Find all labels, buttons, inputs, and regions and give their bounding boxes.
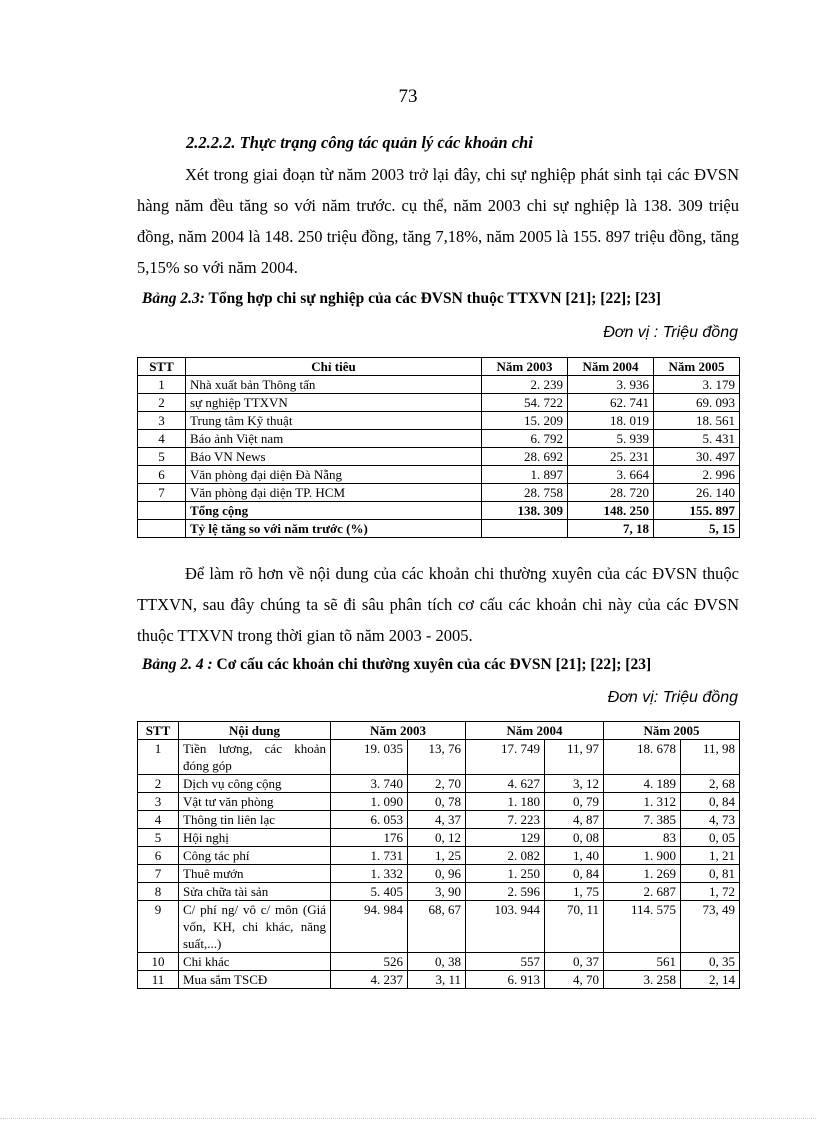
table2-content-cell: Công tác phí <box>179 847 331 865</box>
table2-row <box>138 883 740 901</box>
table1-label-cell: Báo VN News <box>186 448 482 466</box>
table1-row <box>138 394 740 412</box>
table1-value-cell: 3. 664 <box>568 466 654 484</box>
table2-percent-cell: 0, 12 <box>408 829 466 847</box>
table2-unit: Đơn vị: Triệu đồng <box>607 689 738 706</box>
table1 <box>137 357 740 538</box>
table2-amount-cell: 94. 984 <box>331 901 408 953</box>
table2-amount-cell: 1. 180 <box>466 793 545 811</box>
table2-amount-cell: 557 <box>466 953 545 971</box>
table1-label-cell: Văn phòng đại diện Đà Nẵng <box>186 466 482 484</box>
table2-percent-cell: 1, 40 <box>545 847 604 865</box>
table2-content-cell: Tiền lương, các khoản đóng góp <box>179 740 331 775</box>
table2-percent-cell: 1, 72 <box>681 883 740 901</box>
table1-label-cell: Báo ảnh Việt nam <box>186 430 482 448</box>
table1-header: STT <box>138 358 186 376</box>
table2-stt-cell: 7 <box>138 865 179 883</box>
table2-row <box>138 971 740 989</box>
table1-value-cell: 28. 758 <box>482 484 568 502</box>
table2-row <box>138 865 740 883</box>
table1-value-cell: 15. 209 <box>482 412 568 430</box>
table1-value-cell: 5. 939 <box>568 430 654 448</box>
table2-stt-cell: 5 <box>138 829 179 847</box>
table2-row <box>138 793 740 811</box>
table1-caption-label: Bảng 2.3: <box>142 290 205 307</box>
table2-amount-cell: 1. 269 <box>604 865 681 883</box>
table2-stt-cell: 11 <box>138 971 179 989</box>
page-bottom-divider <box>0 1118 816 1119</box>
table1-value-cell: 69. 093 <box>654 394 740 412</box>
table2-percent-cell: 4, 73 <box>681 811 740 829</box>
table2-percent-cell: 0, 96 <box>408 865 466 883</box>
table2-amount-cell: 129 <box>466 829 545 847</box>
table1-value-cell: 28. 720 <box>568 484 654 502</box>
table2-row <box>138 811 740 829</box>
table1-body <box>138 376 740 538</box>
table2-header: Năm 2004 <box>466 722 604 740</box>
table2-content-cell: Sửa chữa tài sản <box>179 883 331 901</box>
table2-amount-cell: 18. 678 <box>604 740 681 775</box>
table2-header: STT <box>138 722 179 740</box>
table2-amount-cell: 561 <box>604 953 681 971</box>
table2-percent-cell: 2, 14 <box>681 971 740 989</box>
table2-amount-cell: 2. 596 <box>466 883 545 901</box>
table2-caption-text: Cơ cấu các khoản chi thường xuyên của các ĐVSN [21]; [22]; [23] <box>216 656 652 673</box>
table1-stt-cell: 1 <box>138 376 186 394</box>
table2-amount-cell: 176 <box>331 829 408 847</box>
table2-row <box>138 953 740 971</box>
table2-percent-cell: 0, 08 <box>545 829 604 847</box>
table2-percent-cell: 4, 87 <box>545 811 604 829</box>
table2-amount-cell: 4. 189 <box>604 775 681 793</box>
table1-header: Chỉ tiêu <box>186 358 482 376</box>
table2-amount-cell: 526 <box>331 953 408 971</box>
table2-amount-cell: 103. 944 <box>466 901 545 953</box>
table2-percent-cell: 11, 97 <box>545 740 604 775</box>
table1-header: Năm 2005 <box>654 358 740 376</box>
table2-stt-cell: 8 <box>138 883 179 901</box>
table1-value-cell: 26. 140 <box>654 484 740 502</box>
table1-value-cell: 18. 019 <box>568 412 654 430</box>
table2-percent-cell: 0, 78 <box>408 793 466 811</box>
table1-unit: Đơn vị : Triệu đồng <box>603 324 738 341</box>
table2-percent-cell: 0, 37 <box>545 953 604 971</box>
page-number: 73 <box>398 86 418 107</box>
table2-header-row <box>138 722 740 740</box>
table2-percent-cell: 0, 81 <box>681 865 740 883</box>
table1-value-cell: 54. 722 <box>482 394 568 412</box>
table2-content-cell: Mua sắm TSCĐ <box>179 971 331 989</box>
table2-percent-cell: 4, 70 <box>545 971 604 989</box>
table2-amount-cell: 1. 090 <box>331 793 408 811</box>
table2-body <box>138 740 740 989</box>
table2-percent-cell: 11, 98 <box>681 740 740 775</box>
table1-row <box>138 502 740 520</box>
table1-label-cell: sự nghiệp TTXVN <box>186 394 482 412</box>
table2-percent-cell: 4, 37 <box>408 811 466 829</box>
table2-header: Năm 2003 <box>331 722 466 740</box>
table2-stt-cell: 10 <box>138 953 179 971</box>
table2-amount-cell: 6. 053 <box>331 811 408 829</box>
table2-amount-cell: 3. 258 <box>604 971 681 989</box>
table2-percent-cell: 1, 75 <box>545 883 604 901</box>
table2-percent-cell: 0, 35 <box>681 953 740 971</box>
table2-caption-label: Bảng 2. 4 : <box>142 656 213 673</box>
table2-amount-cell: 2. 082 <box>466 847 545 865</box>
table2-stt-cell: 3 <box>138 793 179 811</box>
table1-value-cell: 148. 250 <box>568 502 654 520</box>
table2-amount-cell: 3. 740 <box>331 775 408 793</box>
table2-percent-cell: 3, 12 <box>545 775 604 793</box>
table2-stt-cell: 1 <box>138 740 179 775</box>
table1-value-cell: 18. 561 <box>654 412 740 430</box>
table2-stt-cell: 9 <box>138 901 179 953</box>
table2-percent-cell: 0, 84 <box>545 865 604 883</box>
table1-value-cell: 138. 309 <box>482 502 568 520</box>
table1-label-cell: Tỷ lệ tăng so với năm trước (%) <box>186 520 482 538</box>
table2-row <box>138 847 740 865</box>
table2-amount-cell: 4. 627 <box>466 775 545 793</box>
table1-value-cell: 30. 497 <box>654 448 740 466</box>
table2-content-cell: Thuê mướn <box>179 865 331 883</box>
table2-row <box>138 740 740 775</box>
section-heading: 2.2.2.2. Thực trạng công tác quản lý các khoản chi <box>186 133 533 152</box>
table2-caption <box>142 656 651 674</box>
table2-percent-cell: 2, 70 <box>408 775 466 793</box>
table2-header: Năm 2005 <box>604 722 740 740</box>
table1-row <box>138 412 740 430</box>
table1-value-cell: 1. 897 <box>482 466 568 484</box>
table2-row <box>138 829 740 847</box>
table2-content-cell: Chi khác <box>179 953 331 971</box>
table1-value-cell <box>482 520 568 538</box>
table2-content-cell: C/ phí ng/ vô c/ môn (Giá vốn, KH, chi khác, năng suất,...) <box>179 901 331 953</box>
table2-row <box>138 901 740 953</box>
table1-row <box>138 520 740 538</box>
table1-value-cell: 5, 15 <box>654 520 740 538</box>
table1-value-cell: 3. 179 <box>654 376 740 394</box>
table1-stt-cell: 7 <box>138 484 186 502</box>
table1-value-cell: 2. 239 <box>482 376 568 394</box>
table1-value-cell: 5. 431 <box>654 430 740 448</box>
table2-row <box>138 775 740 793</box>
table2-percent-cell: 73, 49 <box>681 901 740 953</box>
table1-header: Năm 2003 <box>482 358 568 376</box>
table2-amount-cell: 7. 223 <box>466 811 545 829</box>
paragraph-2: Để làm rõ hơn về nội dung của các khoản chi thường xuyên của các ĐVSN thuộc TTXVN, sau đây chúng ta sẽ đi sâu phân tích cơ cấu các khoản chi này của các ĐVSN thuộc TTXVN trong thời gian tõ năm 2003 - 2005. <box>137 564 739 645</box>
table2 <box>137 721 740 989</box>
table1-value-cell: 6. 792 <box>482 430 568 448</box>
table2-amount-cell: 1. 731 <box>331 847 408 865</box>
table2-amount-cell: 1. 332 <box>331 865 408 883</box>
table1-row <box>138 484 740 502</box>
table1-value-cell: 28. 692 <box>482 448 568 466</box>
table2-amount-cell: 19. 035 <box>331 740 408 775</box>
table2-percent-cell: 0, 79 <box>545 793 604 811</box>
table2-percent-cell: 1, 25 <box>408 847 466 865</box>
paragraph-1: Xét trong giai đoạn từ năm 2003 trở lại đây, chi sự nghiệp phát sinh tại các ĐVSN hàng năm đều tăng so với năm trước. cụ thể, năm 2003 chi sự nghiệp là 138. 309 triệu đồng, năm 2004 là 148. 250 triệu đồng, tăng 7,18%, năm 2005 là 155. 897 triệu đồng, tăng 5,15% so với năm 2004. <box>137 165 739 277</box>
table1-label-cell: Tổng cộng <box>186 502 482 520</box>
table1-value-cell: 155. 897 <box>654 502 740 520</box>
table2-amount-cell: 6. 913 <box>466 971 545 989</box>
table1-stt-cell: 4 <box>138 430 186 448</box>
table1-stt-cell: 5 <box>138 448 186 466</box>
table1-stt-cell: 2 <box>138 394 186 412</box>
table1-row <box>138 376 740 394</box>
table2-percent-cell: 0, 84 <box>681 793 740 811</box>
table1-value-cell: 7, 18 <box>568 520 654 538</box>
table2-amount-cell: 4. 237 <box>331 971 408 989</box>
table1-value-cell: 25. 231 <box>568 448 654 466</box>
table2-stt-cell: 2 <box>138 775 179 793</box>
table2-percent-cell: 70, 11 <box>545 901 604 953</box>
table2-amount-cell: 17. 749 <box>466 740 545 775</box>
table2-content-cell: Hội nghị <box>179 829 331 847</box>
table2-amount-cell: 1. 900 <box>604 847 681 865</box>
table1-stt-cell <box>138 502 186 520</box>
table1-value-cell: 62. 741 <box>568 394 654 412</box>
table1-row <box>138 448 740 466</box>
table2-stt-cell: 4 <box>138 811 179 829</box>
table1-stt-cell: 3 <box>138 412 186 430</box>
table1-stt-cell <box>138 520 186 538</box>
table1-caption-text: Tổng hợp chi sự nghiệp của các ĐVSN thuộc TTXVN [21]; [22]; [23] <box>208 290 661 307</box>
table1-label-cell: Nhà xuất bản Thông tấn <box>186 376 482 394</box>
table2-percent-cell: 3, 11 <box>408 971 466 989</box>
table2-amount-cell: 2. 687 <box>604 883 681 901</box>
table1-label-cell: Văn phòng đại diện TP. HCM <box>186 484 482 502</box>
table2-content-cell: Vật tư văn phòng <box>179 793 331 811</box>
table1-value-cell: 2. 996 <box>654 466 740 484</box>
table1-row <box>138 466 740 484</box>
table2-percent-cell: 68, 67 <box>408 901 466 953</box>
table1-stt-cell: 6 <box>138 466 186 484</box>
table1-row <box>138 430 740 448</box>
table2-amount-cell: 7. 385 <box>604 811 681 829</box>
table2-amount-cell: 5. 405 <box>331 883 408 901</box>
table1-header-row <box>138 358 740 376</box>
table2-content-cell: Thông tin liên lạc <box>179 811 331 829</box>
table1-header: Năm 2004 <box>568 358 654 376</box>
table2-amount-cell: 1. 312 <box>604 793 681 811</box>
table2-header: Nội dung <box>179 722 331 740</box>
table2-stt-cell: 6 <box>138 847 179 865</box>
table2-percent-cell: 13, 76 <box>408 740 466 775</box>
table2-percent-cell: 3, 90 <box>408 883 466 901</box>
table2-amount-cell: 114. 575 <box>604 901 681 953</box>
table2-amount-cell: 1. 250 <box>466 865 545 883</box>
table2-content-cell: Dịch vụ công cộng <box>179 775 331 793</box>
table1-caption <box>142 290 661 308</box>
table2-percent-cell: 2, 68 <box>681 775 740 793</box>
table1-label-cell: Trung tâm Kỹ thuật <box>186 412 482 430</box>
table2-percent-cell: 0, 38 <box>408 953 466 971</box>
table2-amount-cell: 83 <box>604 829 681 847</box>
table2-percent-cell: 0, 05 <box>681 829 740 847</box>
table2-percent-cell: 1, 21 <box>681 847 740 865</box>
table1-value-cell: 3. 936 <box>568 376 654 394</box>
